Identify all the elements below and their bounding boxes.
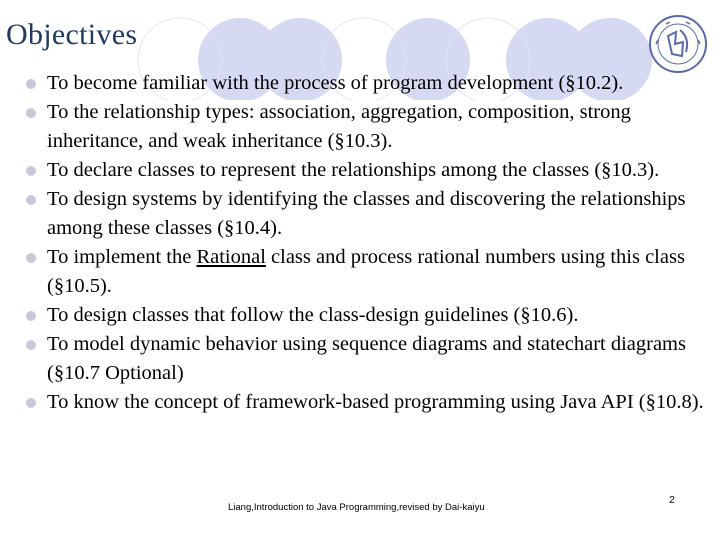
- list-item: [22, 156, 712, 185]
- bullet-icon: [26, 398, 36, 408]
- bullet-icon: [26, 253, 36, 263]
- objectives-list: [22, 69, 712, 417]
- list-item: [22, 330, 712, 388]
- bullet-icon: [26, 340, 36, 350]
- bullet-text: class and process rational numbers using this class (§10.5).: [47, 246, 685, 297]
- page-number: 2: [669, 494, 675, 506]
- list-item: [22, 185, 712, 243]
- bullet-text: To implement the: [47, 246, 197, 268]
- list-item: [22, 388, 712, 417]
- bullet-text: To design systems by identifying the classes and discovering the relationships among these classes (§10.4).: [47, 188, 686, 239]
- rational-class-link[interactable]: Rational: [196, 246, 266, 268]
- list-item: [22, 98, 712, 156]
- bullet-icon: [26, 195, 36, 205]
- bullet-icon: [26, 311, 36, 321]
- list-item: [22, 243, 712, 301]
- slide-title: Objectives: [6, 18, 138, 51]
- bullet-icon: [26, 166, 36, 176]
- bullet-text: To declare classes to represent the relationships among the classes (§10.3).: [47, 159, 660, 181]
- university-seal-icon: [648, 14, 708, 74]
- list-item: [22, 69, 712, 98]
- bullet-icon: [26, 108, 36, 118]
- bullet-icon: [26, 79, 36, 89]
- bullet-text: To model dynamic behavior using sequence diagrams and statechart diagrams (§10.7 Optional): [47, 333, 686, 384]
- list-item: [22, 301, 712, 330]
- bullet-text: To the relationship types: association, aggregation, composition, strong inheritance, and weak inheritance (§10.3).: [47, 101, 631, 152]
- bullet-text: To become familiar with the process of program development (§10.2).: [47, 72, 624, 94]
- slide-footer: Liang,Introduction to Java Programming,revised by Dai-kaiyu: [228, 502, 485, 513]
- bullet-text: To know the concept of framework-based programming using Java API (§10.8).: [47, 391, 704, 413]
- bullet-text: To design classes that follow the class-design guidelines (§10.6).: [47, 304, 579, 326]
